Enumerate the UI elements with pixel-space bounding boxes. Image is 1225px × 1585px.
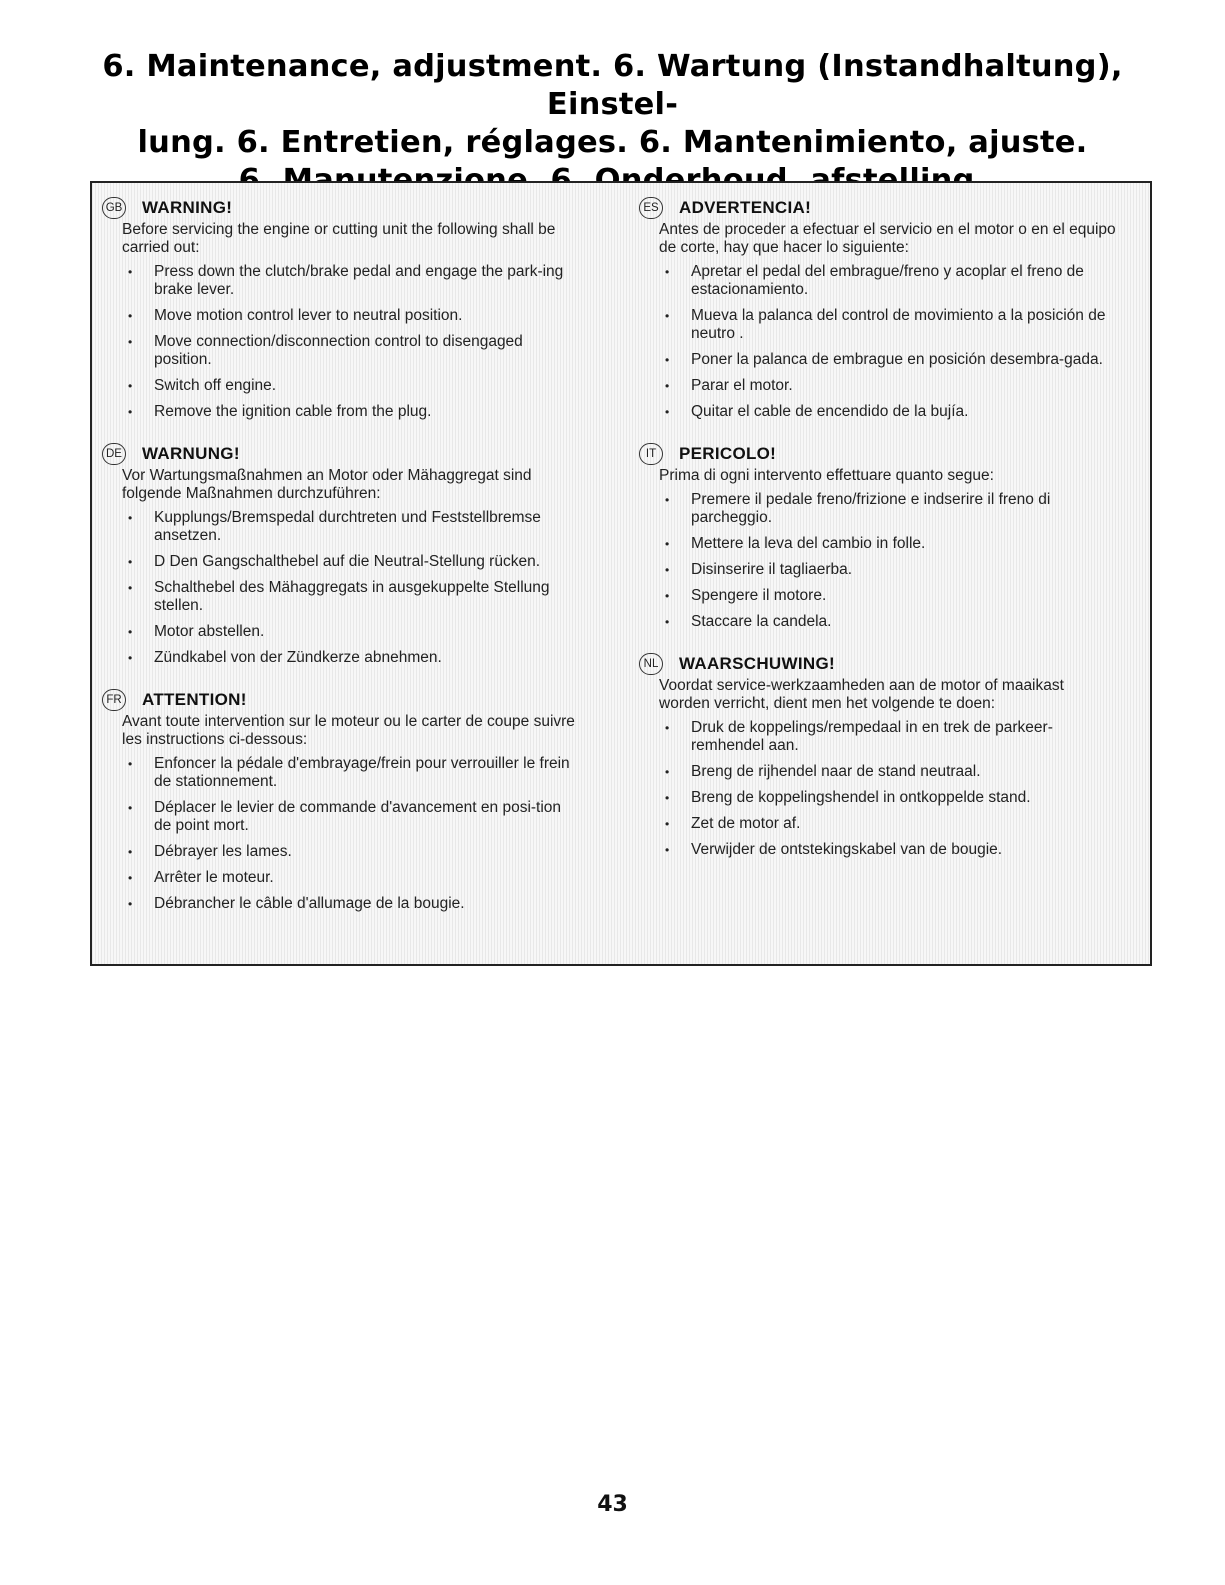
list-item: • Mueva la palanca del control de movimiento a la posición de neutro . <box>637 307 1117 343</box>
list-item: • Premere il pedale freno/frizione e indserire il freno di parcheggio. <box>637 491 1117 527</box>
list-item: • Zündkabel von der Zündkerze abnehmen. <box>100 649 580 667</box>
list-item: • Remove the ignition cable from the plug. <box>100 403 580 421</box>
list-item: • Schalthebel des Mähaggregats in ausgekuppelte Stellung stellen. <box>100 579 580 615</box>
section-heading: PERICOLO! <box>679 444 777 463</box>
list-item: • Verwijder de ontstekingskabel van de bougie. <box>637 841 1117 859</box>
section-heading: WARNING! <box>142 198 233 217</box>
language-badge-icon: IT <box>639 443 663 465</box>
section-de <box>100 441 580 667</box>
section-intro: Avant toute intervention sur le moteur ou le carter de coupe suivre les instructions ci-dessous: <box>122 713 575 748</box>
list-item: • Staccare la candela. <box>637 613 1117 631</box>
instruction-list <box>637 491 1117 631</box>
section-head <box>100 687 580 713</box>
list-item: • Parar el motor. <box>637 377 1117 395</box>
list-item: • Press down the clutch/brake pedal and engage the park-ing brake lever. <box>100 263 580 299</box>
section-head <box>637 195 1117 221</box>
list-item: • Enfoncer la pédale d'embrayage/frein pour verrouiller le frein de stationnement. <box>100 755 580 791</box>
list-item: • Zet de motor af. <box>637 815 1117 833</box>
list-item: • Breng de koppelingshendel in ontkoppelde stand. <box>637 789 1117 807</box>
section-intro: Prima di ogni intervento effettuare quanto segue: <box>659 467 994 484</box>
title-line-1: 6. Maintenance, adjustment. 6. Wartung (Instandhaltung), Einstel- <box>102 49 1123 122</box>
instruction-list <box>637 263 1117 421</box>
section-head <box>637 441 1117 467</box>
list-item: • Switch off engine. <box>100 377 580 395</box>
section-heading: WAARSCHUWING! <box>679 654 835 673</box>
section-head <box>100 441 580 467</box>
section-heading: ATTENTION! <box>142 690 247 709</box>
list-item: • Poner la palanca de embrague en posición desembra-gada. <box>637 351 1117 369</box>
list-item: • Breng de rijhendel naar de stand neutraal. <box>637 763 1117 781</box>
list-item: • Move connection/disconnection control to disengaged position. <box>100 333 580 369</box>
section-it <box>637 441 1117 631</box>
section-intro: Before servicing the engine or cutting unit the following shall be carried out: <box>122 221 556 256</box>
language-badge-icon: DE <box>102 443 126 465</box>
instruction-list <box>100 509 580 667</box>
section-nl <box>637 651 1117 859</box>
list-item: • Arrêter le moteur. <box>100 869 580 887</box>
right-column <box>637 195 1117 879</box>
list-item: • D Den Gangschalthebel auf die Neutral-Stellung rücken. <box>100 553 580 571</box>
title-line-2: lung. 6. Entretien, réglages. 6. Mantenimiento, ajuste. <box>137 125 1088 160</box>
language-badge-icon: ES <box>639 197 663 219</box>
language-badge-icon: NL <box>639 653 663 675</box>
section-heading: WARNUNG! <box>142 444 240 463</box>
left-column <box>100 195 580 933</box>
instruction-list <box>637 719 1117 859</box>
list-item: • Débrancher le câble d'allumage de la bougie. <box>100 895 580 913</box>
language-badge-icon: FR <box>102 689 126 711</box>
section-head <box>100 195 580 221</box>
list-item: • Druk de koppelings/rempedaal in en trek de parkeer-remhendel aan. <box>637 719 1117 755</box>
list-item: • Motor abstellen. <box>100 623 580 641</box>
page-title <box>60 48 1165 200</box>
list-item: • Mettere la leva del cambio in folle. <box>637 535 1117 553</box>
section-intro: Vor Wartungsmaßnahmen an Motor oder Mähaggregat sind folgende Maßnahmen durchzuführen: <box>122 467 532 502</box>
section-fr <box>100 687 580 913</box>
section-heading: ADVERTENCIA! <box>679 198 812 217</box>
warning-box <box>90 181 1152 966</box>
instruction-list <box>100 263 580 421</box>
list-item: • Déplacer le levier de commande d'avancement en posi-tion de point mort. <box>100 799 580 835</box>
section-es <box>637 195 1117 421</box>
list-item: • Spengere il motore. <box>637 587 1117 605</box>
list-item: • Débrayer les lames. <box>100 843 580 861</box>
list-item: • Quitar el cable de encendido de la bujía. <box>637 403 1117 421</box>
list-item: • Kupplungs/Bremspedal durchtreten und Feststellbremse ansetzen. <box>100 509 580 545</box>
section-intro: Antes de proceder a efectuar el servicio en el motor o en el equipo de corte, hay que hacer lo siguiente: <box>659 221 1116 256</box>
section-head <box>637 651 1117 677</box>
instruction-list <box>100 755 580 913</box>
page-number: 43 <box>597 1492 628 1517</box>
section-intro: Voordat service-werkzaamheden aan de motor of maaikast worden verricht, dient men het volgende te doen: <box>659 677 1064 712</box>
list-item: • Move motion control lever to neutral position. <box>100 307 580 325</box>
section-gb <box>100 195 580 421</box>
list-item: • Disinserire il tagliaerba. <box>637 561 1117 579</box>
list-item: • Apretar el pedal del embrague/freno y acoplar el freno de estacionamiento. <box>637 263 1117 299</box>
language-badge-icon: GB <box>102 197 126 219</box>
